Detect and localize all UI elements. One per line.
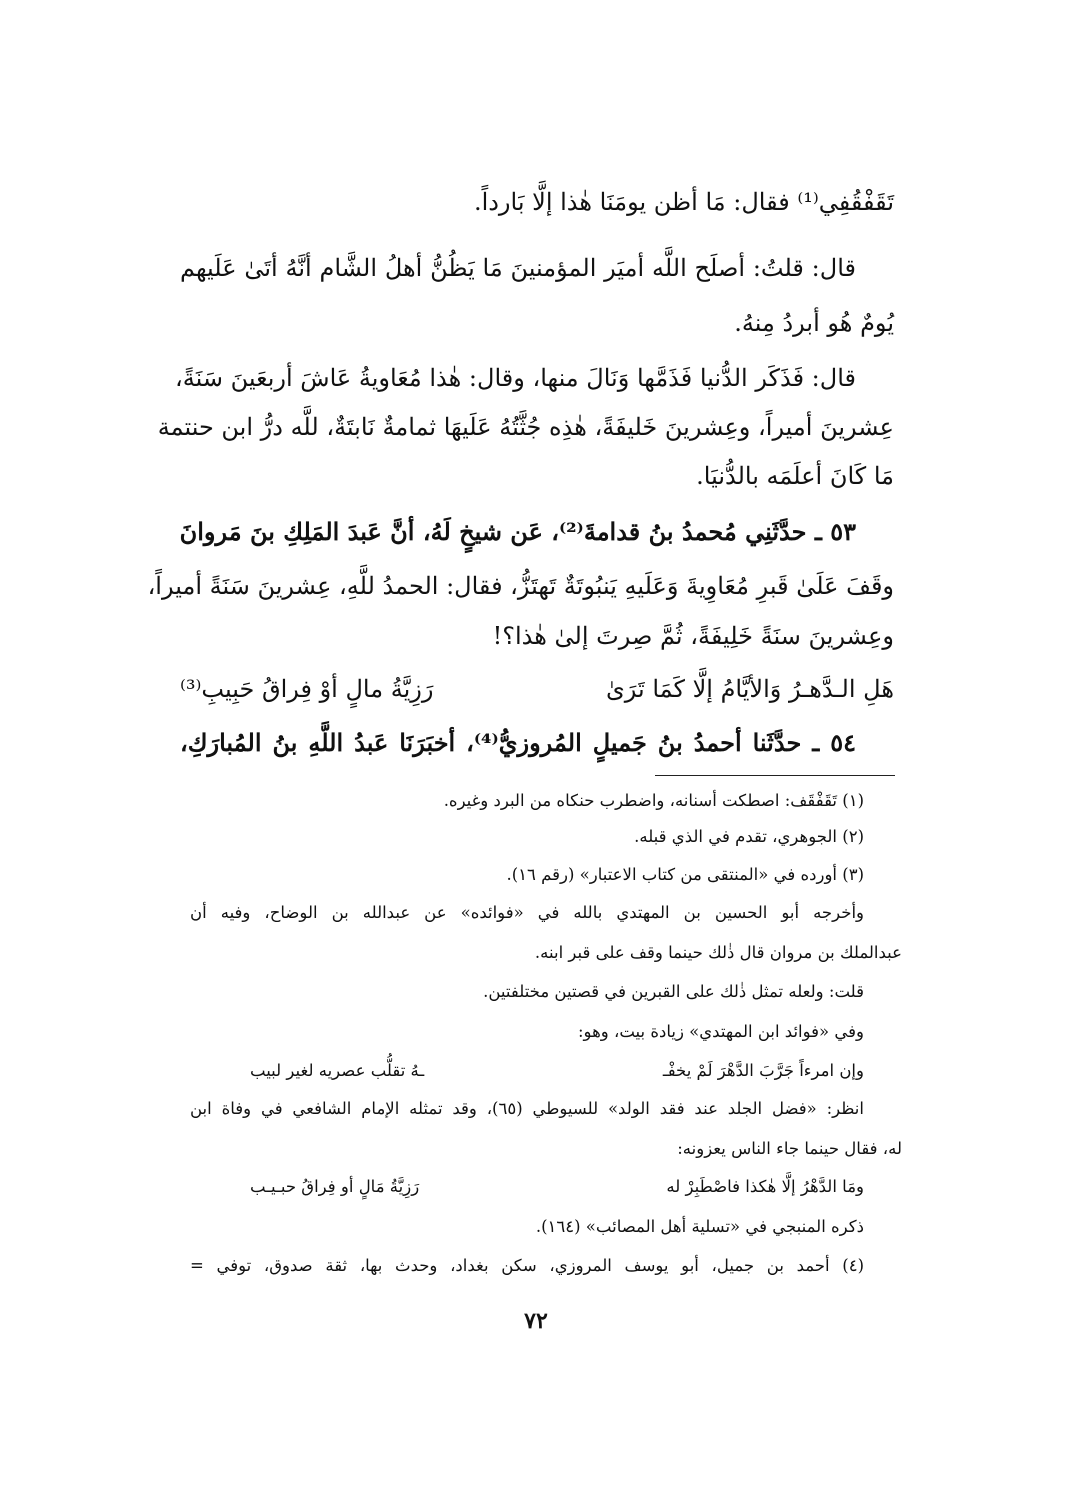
verse-first-hemistich: وإن امرءاً جَرَّبَ الدَّهْرَ لَمْ يخفْـ [662, 1061, 864, 1080]
footnote-line: انظر: «فضل الجلد عند فقد الولد» للسيوطي (٦٥)، وقد تمثله الإمام الشافعي في وفاة ابن [190, 1099, 864, 1118]
text-line: وقَفَ عَلَىٰ قَبرِ مُعَاوِيةَ وَعَلَيهِ يَنبُوتَةٌ تَهتَزُّ، فقال: الحمدُ للَّهِ، عِشرينَ سَنَةً أميراً، [147, 572, 894, 600]
text-line: مَا كَانَ أعلَمَه بالدُّنيَا. [696, 462, 894, 490]
verse-first-hemistich: هَلِ الـدَّهـرُ وَالأيَّامُ إلَّا كَمَا تَرَىٰ [606, 675, 894, 703]
footnote-line: وفي «فوائد ابن المهتدي» زيادة بيت، وهو: [578, 1022, 864, 1041]
text-line: وعِشرينَ سنَةً خَلِيفَةً، ثُمَّ صِرتَ إلىٰ هٰذا؟! [492, 622, 894, 650]
footnote-verse [190, 1061, 902, 1087]
verse-second-hemistich: رَزِيَّةُ مالٍ أوْ فِراقُ حَبِيبِ⁽³⁾ [180, 675, 434, 703]
footnote-line: (٤) أحمد بن جميل، أبو يوسف المروزي، سكن بغداد، وحدث بها، ثقة صدوق، توفي = [190, 1256, 864, 1275]
footnote-line: قلت: ولعله تمثل ذٰلك على القبرين في قصتين مختلفتين. [483, 982, 864, 1001]
footnote-line: ذكره المنبجي في «تسلية أهل المصائب» (١٦٤). [535, 1217, 864, 1236]
text-line: قال: فَذَكَر الدُّنيا فَذَمَّها وَنَالَ منها، وقال: هٰذا مُعَاويةُ عَاشَ أربعَينَ سَنَةً، [175, 364, 856, 392]
text-line: يُومٌ هُو أبردُ مِنهُ. [734, 309, 894, 337]
verse-first-hemistich: ومَا الدَّهْرُ إلَّا هٰكذا فاصْطَبِرْ له [666, 1177, 864, 1196]
text-line: تَقَفْقُفِي⁽¹⁾ فقال: مَا أظن يومَنَا هٰذا إلَّا بَارداً. [473, 188, 894, 216]
text-line: ٥٣ ـ حدَّثَنِي مُحمدُ بنُ قدامةَ⁽²⁾، عَن شيخٍ لَهُ، أنَّ عَبدَ المَلِكِ بنَ مَروانَ [179, 517, 856, 546]
footnote-line: (٣) أورده في «المنتقى من كتاب الاعتبار» (رقم ١٦). [506, 865, 864, 884]
footnote-line: (٢) الجوهري، تقدم في الذي قبله. [634, 827, 864, 846]
text-line: عِشرينَ أميراً، وعِشرينَ خَليفَةً، هٰذِه جُثَّتُهُ عَلَيهَا ثمامةٌ نَابتَةٌ، للَّه درُّ ابن حنتمة [157, 413, 894, 441]
footnote-line: (١) تَقَفْقَف: اصطكت أسنانه، واضطرب حنكاه من البرد وغيره. [443, 791, 864, 810]
page-number: ٧٢ [524, 1308, 548, 1334]
footnote-separator [655, 775, 895, 776]
footnote-line: له، فقال حينما جاء الناس يعزونه: [677, 1139, 902, 1158]
footnote-line: عبدالملك بن مروان قال ذٰلك حينما وقف على قبر ابنه. [534, 943, 902, 962]
text-line: ٥٤ ـ حدَّثَنا أحمدُ بنُ جَميلٍ المُروزيُّ⁽⁴⁾، أخبَرَنَا عَبدُ اللَّهِ بنُ المُبارَكِ، [180, 728, 856, 757]
text-line: قال: قلتُ: أصلَح اللَّه أميَر المؤمنينَ مَا يَظُنُّ أهلُ الشَّام أنَّهُ أتَىٰ عَلَيهم [180, 254, 856, 282]
footnote-line: وأخرجه أبو الحسين بن المهتدي بالله في «فوائده» عن عبدالله بن الوضاح، وفيه أن [190, 903, 864, 922]
verse [180, 675, 894, 709]
verse-second-hemistich: ـهُ تقلُّب عصريه لغير لبيب [250, 1061, 425, 1080]
verse-second-hemistich: رَزِيَّةُ مَالٍ أو فِراقُ حبـيـب [250, 1177, 420, 1196]
footnote-verse [190, 1177, 902, 1203]
